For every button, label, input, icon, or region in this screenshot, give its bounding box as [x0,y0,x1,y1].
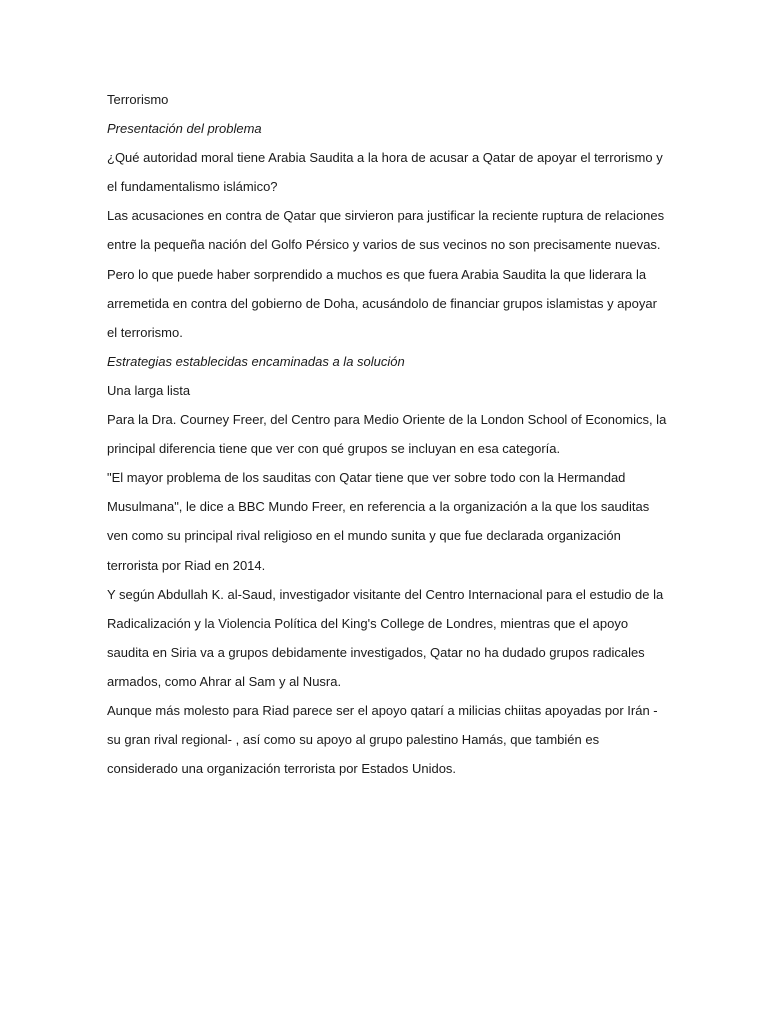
paragraph-solution-1: Para la Dra. Courney Freer, del Centro para Medio Oriente de la London School of Economics, la principal diferencia tiene que ver con qué grupos se incluyan en esa categoría. [107,412,667,457]
paragraph-problem-3: Pero lo que puede haber sorprendido a muchos es que fuera Arabia Saudita la que liderara la arremetida en contra del gobierno de Doha, acusándolo de financiar grupos islamistas y apoyar el terrorismo. [107,266,657,340]
paragraph-problem-2: Las acusaciones en contra de Qatar que sirvieron para justificar la reciente ruptura de relaciones entre la pequeña nación del Golfo Pérsico y varios de sus vecinos no son precisamente nuevas. [107,208,665,253]
document-title: Terrorismo [107,92,169,107]
document-body [107,85,667,783]
subheading-list: Una larga lista [107,382,191,398]
paragraph-solution-2: "El mayor problema de los sauditas con Qatar tiene que ver sobre todo con la Hermandad Musulmana", le dice a BBC Mundo Freer, en referencia a la organización a la que los sauditas ven como su principal rival religioso en el mundo sunita y que fue declarada organización terrorista por Riad en 2014. [107,470,650,573]
paragraph-solution-4: Aunque más molesto para Riad parece ser el apoyo qatarí a milicias chiitas apoyadas por Irán -su gran rival regional- , así como su apoyo al grupo palestino Hamás, que también es considerado una organización terrorista por Estados Unidos. [107,702,658,777]
paragraph-solution-3: Y según Abdullah K. al-Saud, investigador visitante del Centro Internacional para el estudio de la Radicalización y la Violencia Política del King's College de Londres, mientras que el apoyo saudita en Siria va a grupos debidamente investigados, Qatar no ha dudado grupos radicales armados, como Ahrar al Sam y al Nusra. [107,586,664,689]
paragraph-problem-1: ¿Qué autoridad moral tiene Arabia Saudita a la hora de acusar a Qatar de apoyar el terrorismo y el fundamentalismo islámico? [107,150,663,195]
section-heading-solution: Estrategias establecidas encaminadas a la solución [107,353,405,369]
section-heading-problem: Presentación del problema [107,121,262,137]
